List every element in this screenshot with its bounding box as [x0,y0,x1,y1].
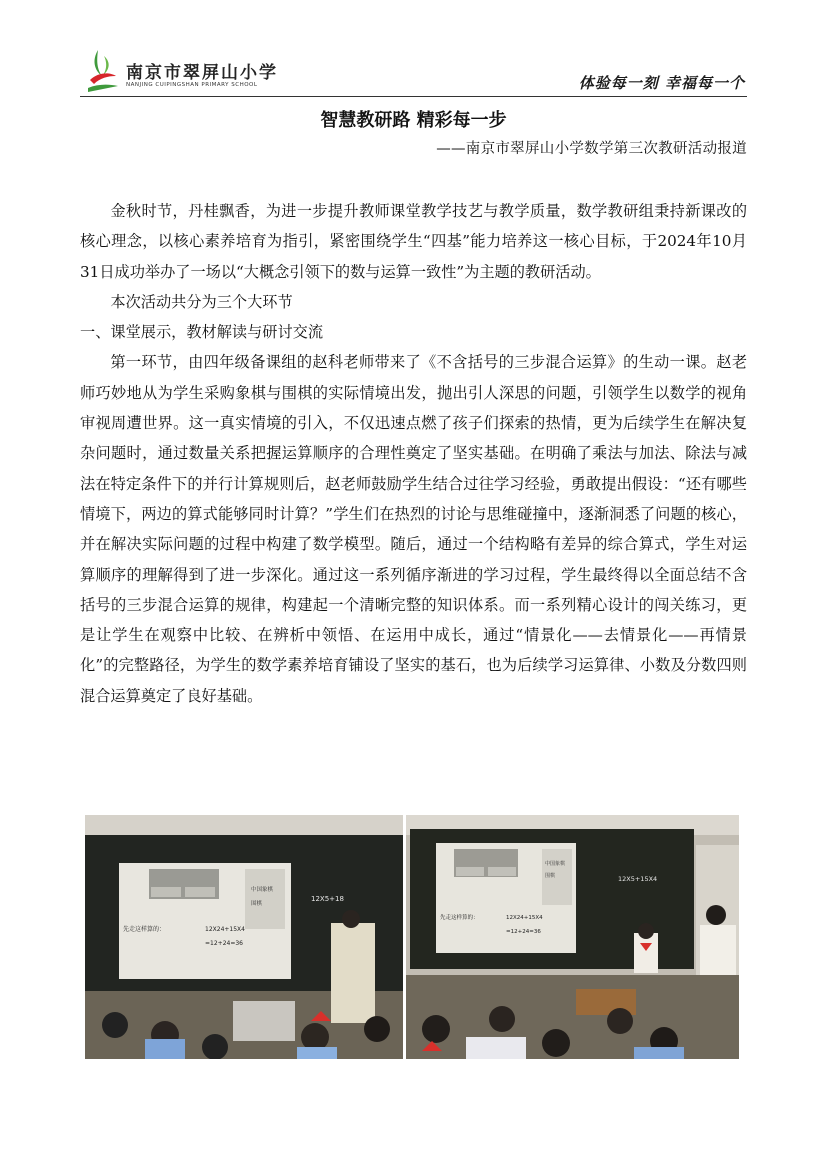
header-divider [80,96,747,97]
classroom-photo-left [85,815,403,1059]
school-slogan: 体验每一刻 幸福每一个 [578,74,745,92]
board-expression: 12X24+15X4 [506,915,543,921]
paragraph-overview: 本次活动共分为三个大环节 [110,292,293,311]
screen-menu-item: 围棋 [545,873,556,879]
paragraph-lesson: 第一环节，由四年级备课组的赵科老师带来了《不含括号的三步混合运算》的生动一课。赵老师巧妙地从为学生采购象棋与围棋的实际情境出发，抛出引人深思的问题，引领学生以数学的视角审视周遭世界。这一真实情境的引入，不仅迅速点燃了孩子们探索的热情，更为后续学生在解决复杂问题时，通过数量关系把握运算顺序的合理性奠定了坚实基础。在明确了乘法与加法、除法与减法在特定条件下的并行计算规则后，赵老师鼓励学生结合过往学习经验，勇敢提出假设：“还有哪些情境下，两边的算式能够同时计算？”学生们在热烈的讨论与思维碰撞中，逐渐洞悉了问题的核心，并在解决实际问题的过程中构建了数学模型。随后，通过一个结构略有差异的综合算式，学生对运算顺序的理解得到了进一步深化。通过这一系列循序渐进的学习过程，学生最终得以全面总结不含括号的三步混合运算的规律，构建起一个清晰完整的知识体系。而一系列精心设计的闯关练习，更是让学生在观察中比较、在辨析中领悟、在运用中成长，通过“情景化——去情景化——再情景化”的完整路径，为学生的数学素养培育铺设了坚实的基石，也为后续学习运算律、小数及分数四则混合运算奠定了良好基础。 [80,353,747,705]
article-subtitle: ——南京市翠屏山小学数学第三次教研活动报道 [436,141,747,157]
page-header [80,42,747,98]
article-title: 智慧教研路 精彩每一步 [320,110,507,131]
school-name: 南京市翠屏山小学 [126,63,278,83]
school-name-english: NANJING CUIPINGSHAN PRIMARY SCHOOL [126,82,258,88]
board-expression: =12+24=36 [205,940,243,947]
board-note-title: 先走这样算的： [440,915,479,921]
section-heading-1: 一、课堂展示，教材解读与研讨交流 [80,323,323,342]
article-body [80,196,747,711]
photo-row [85,815,739,1059]
chalk-writing: 12X5+15X4 [618,875,658,883]
screen-menu-item: 围棋 [251,901,263,907]
screen-menu-item: 中国象棋 [251,887,274,893]
classroom-photo-right [406,815,739,1059]
chalk-writing: 12X5+18 [311,895,344,903]
paragraph-intro: 金秋时节，丹桂飘香，为进一步提升教师课堂教学技艺与教学质量，数学教研组秉持新课改的核心理念，以核心素养培育为指引，紧密围绕学生“四基”能力培养这一核心目标，于2024年10月31日成功举办了一场以“大概念引领下的数与运算一致性”为主题的教研活动。 [80,202,747,281]
board-expression: 12X24+15X4 [205,926,245,933]
board-note-title: 先走这样算的： [123,926,166,933]
board-expression: =12+24=36 [506,929,541,935]
school-logo-icon [86,46,120,94]
screen-menu-item: 中国象棋 [545,861,566,867]
